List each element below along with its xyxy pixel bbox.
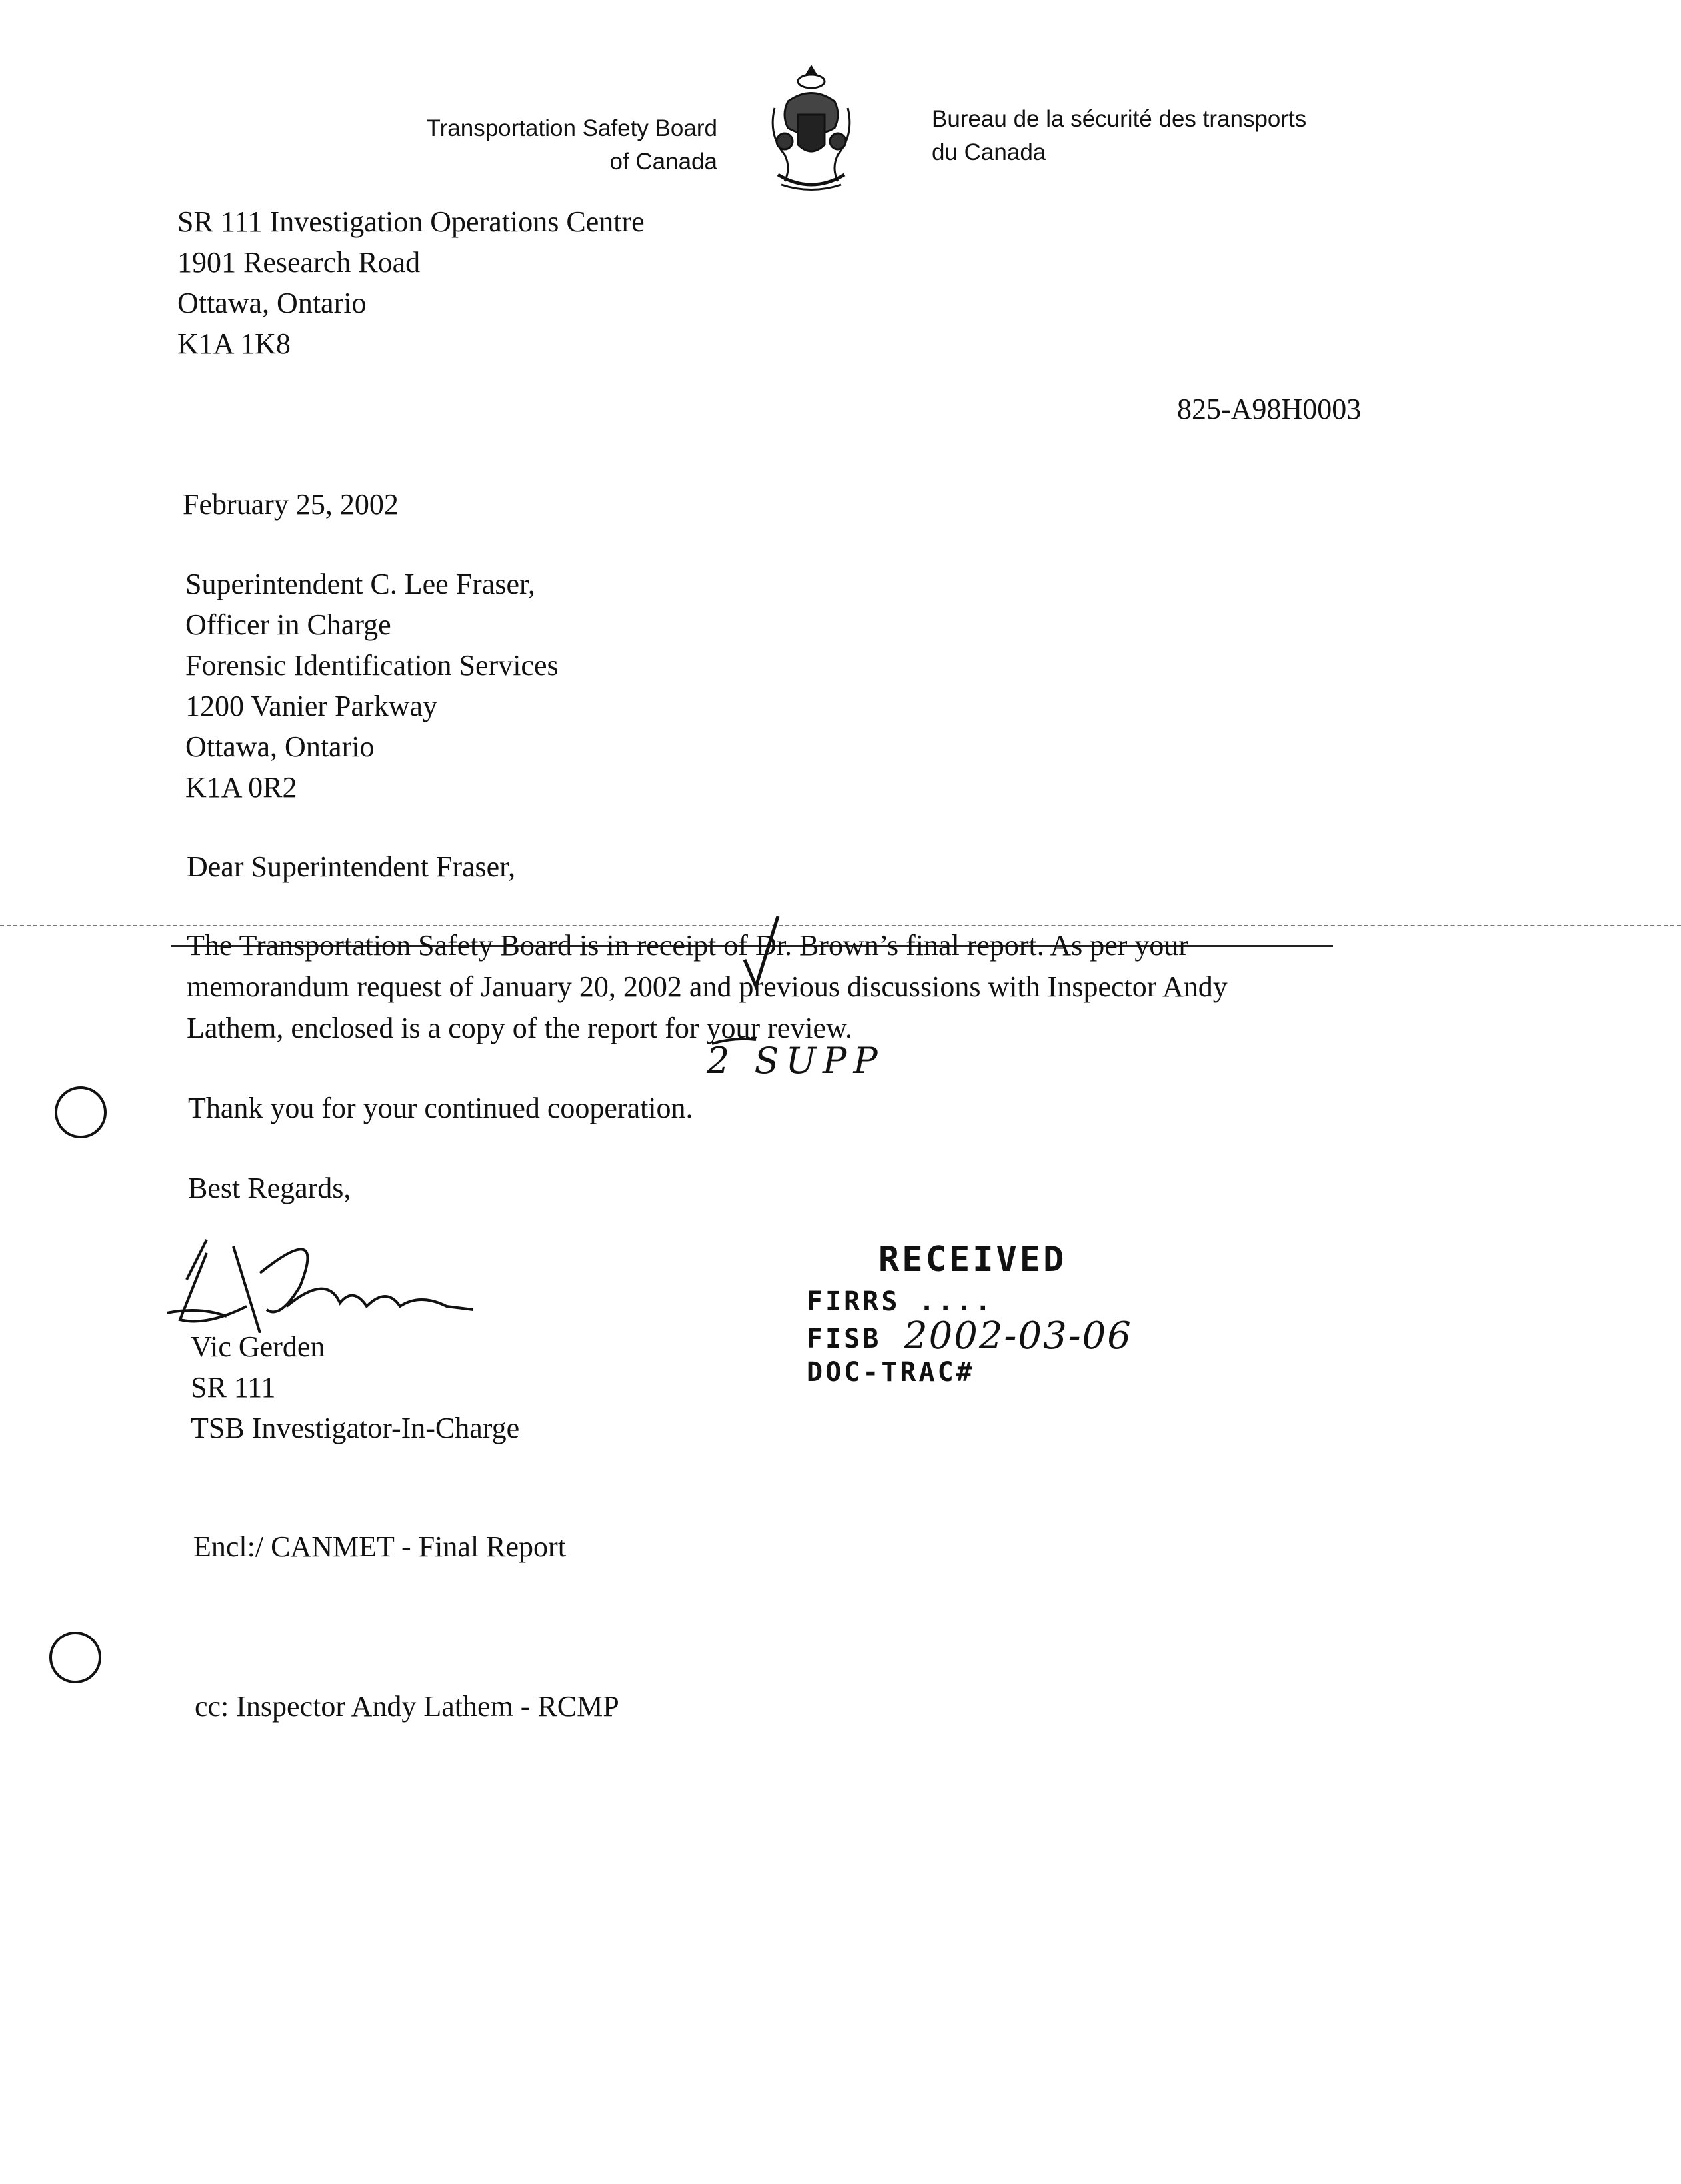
- handwritten-note: 2 SUPP: [707, 1040, 884, 1082]
- recipient-address-line: 1200 Vanier Parkway: [185, 690, 437, 722]
- signatory-case: SR 111: [191, 1371, 276, 1404]
- letterhead-english: [427, 112, 717, 179]
- letterhead-french-line2: du Canada: [932, 139, 1046, 165]
- signatory-name: Vic Gerden: [191, 1330, 325, 1363]
- letterhead-english-line2: of Canada: [609, 149, 717, 175]
- stamp-handwritten-date: 2002-03-06: [904, 1314, 1132, 1358]
- recipient-address-line: Ottawa, Ontario: [185, 730, 375, 763]
- body-line: Lathem, enclosed is a copy of the report for your review.: [187, 1012, 853, 1044]
- punch-hole: [49, 1632, 101, 1683]
- sender-address-line: Ottawa, Ontario: [177, 287, 367, 319]
- sender-address-line: K1A 1K8: [177, 327, 291, 360]
- letter-date: February 25, 2002: [183, 488, 399, 521]
- handwritten-signature: [167, 1233, 473, 1333]
- salutation: Dear Superintendent Fraser,: [187, 850, 516, 883]
- stamp-line1: FIRRS ....: [807, 1286, 994, 1317]
- letterhead-french: [932, 103, 1306, 169]
- handwritten-checkmark: [741, 913, 781, 993]
- recipient-address-line: Superintendent C. Lee Fraser,: [185, 568, 535, 600]
- signatory-title: TSB Investigator-In-Charge: [191, 1412, 520, 1444]
- thanks-line: Thank you for your continued cooperation.: [188, 1092, 693, 1124]
- body-line: memorandum request of January 20, 2002 and previous discussions with Inspector Andy: [187, 970, 1228, 1003]
- enclosure-line: Encl:/ CANMET - Final Report: [193, 1530, 566, 1563]
- sender-address-line: 1901 Research Road: [177, 246, 421, 279]
- stamp-title: RECEIVED: [878, 1240, 1067, 1280]
- stamp-line3: DOC-TRAC#: [807, 1357, 975, 1388]
- cc-line: cc: Inspector Andy Lathem - RCMP: [195, 1690, 619, 1723]
- body-line: The Transportation Safety Board is in receipt of Dr. Brown’s final report. As per your: [187, 929, 1189, 962]
- signature-block: [191, 1326, 519, 1448]
- recipient-address: [185, 564, 559, 808]
- recipient-address-line: K1A 0R2: [185, 771, 297, 804]
- canada-coat-of-arms-icon: [761, 61, 861, 195]
- recipient-address-line: Forensic Identification Services: [185, 649, 559, 682]
- letter-body: [187, 925, 1228, 1049]
- punch-hole: [55, 1086, 107, 1138]
- letterhead-french-line1: Bureau de la sécurité des transports: [932, 106, 1307, 132]
- file-reference: 825-A98H0003: [1177, 393, 1362, 425]
- sender-address: [177, 201, 645, 364]
- closing-line: Best Regards,: [188, 1172, 351, 1204]
- sender-address-line: SR 111 Investigation Operations Centre: [177, 205, 645, 238]
- stamp-line2-label: FISB: [807, 1324, 882, 1354]
- letterhead-english-line1: Transportation Safety Board: [426, 115, 717, 141]
- recipient-address-line: Officer in Charge: [185, 608, 391, 641]
